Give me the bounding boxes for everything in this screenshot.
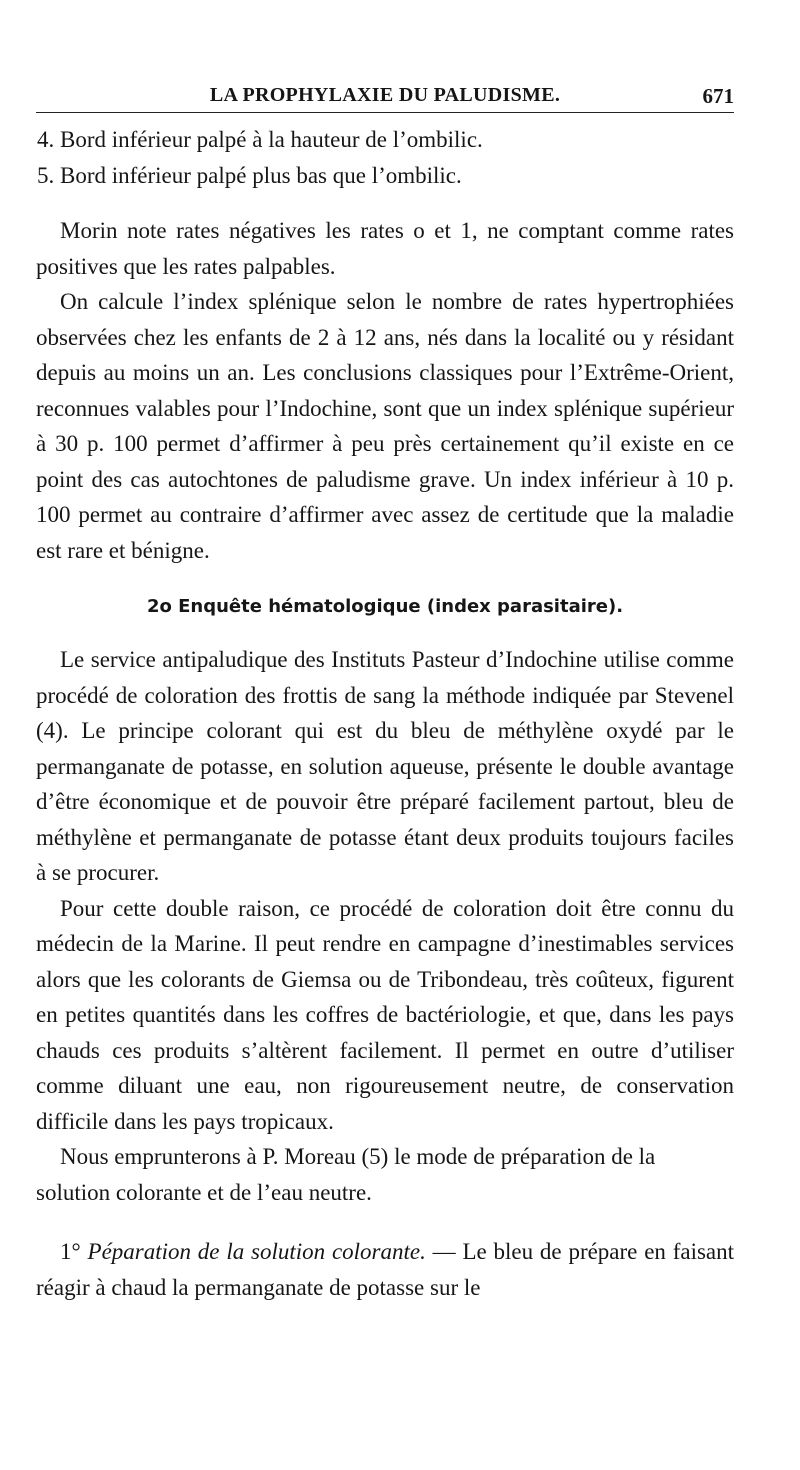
section-heading: 2o Enquête hématologique (index parasitaire). [146, 596, 624, 617]
running-title: LA PROPHYLAXIE DU PALUDISME. [209, 84, 561, 106]
subsection-title: Péparation de la solution colorante. [87, 1239, 426, 1264]
subsection-paragraph [36, 1234, 734, 1305]
paragraph: Le service antipaludique des Instituts Pasteur d’Indochine utilise comme procédé de coloration des frottis de sang la méthode indiquée par Stevenel (4). Le principe colorant qui est du bleu de méthylène oxydé par le permanganate de potasse, en solution aqueuse, présente le double avantage d’être économique et de pouvoir être préparé facilement partout, bleu de méthylène et permanganate de potasse étant deux produits toujours faciles à se procurer. [36, 647, 734, 885]
list-item: 5. Bord inférieur palpé plus bas que l’ombilic. [37, 162, 462, 188]
paragraph: Nous emprunterons à P. Moreau (5) le mode de préparation de la solution colorante et de l’eau neutre. [36, 1144, 656, 1205]
paragraph: Pour cette double raison, ce procédé de coloration doit être connu du médecin de la Marine. Il peut rendre en campagne d’inestimables services alors que les colorants de Giemsa ou de Tribondeau, très coûteux, figurent en petites quantités dans les coffres de bactériologie, et que, dans les pays chauds ces produits s’altèrent facilement. Il permet en outre d’utiliser comme diluant une eau, non rigoureusement neutre, de conservation difficile dans les pays tropicaux. [36, 895, 734, 1134]
paragraph: Morin note rates négatives les rates o et 1, ne comptant comme rates positives que les rates palpables. [36, 218, 734, 279]
subsection-number: 1° [60, 1239, 81, 1264]
paragraph: On calcule l’index splénique selon le nombre de rates hypertrophiées observées chez les enfants de 2 à 12 ans, nés dans la localité ou y résidant depuis au moins un an. Les conclusions classiques pour l’Extrême-Orient, reconnues valables pour l’Indochine, sont que un index splénique supérieur à 30 p. 100 permet d’affirmer à peu près certainement qu’il existe en ce point des cas autochtones de paludisme grave. Un index inférieur à 10 p. 100 permet au contraire d’affirmer avec assez de certitude que la maladie est rare et bénigne. [36, 289, 734, 563]
page-number: 671 [702, 84, 734, 108]
subsection-text: — Le bleu de prépare en faisant réagir à chaud la permanganate de potasse sur le [36, 1239, 735, 1300]
list-item: 4. Bord inférieur palpé à la hauteur de l’ombilic. [37, 127, 483, 152]
body-text [36, 122, 734, 1305]
page-header [36, 84, 734, 113]
